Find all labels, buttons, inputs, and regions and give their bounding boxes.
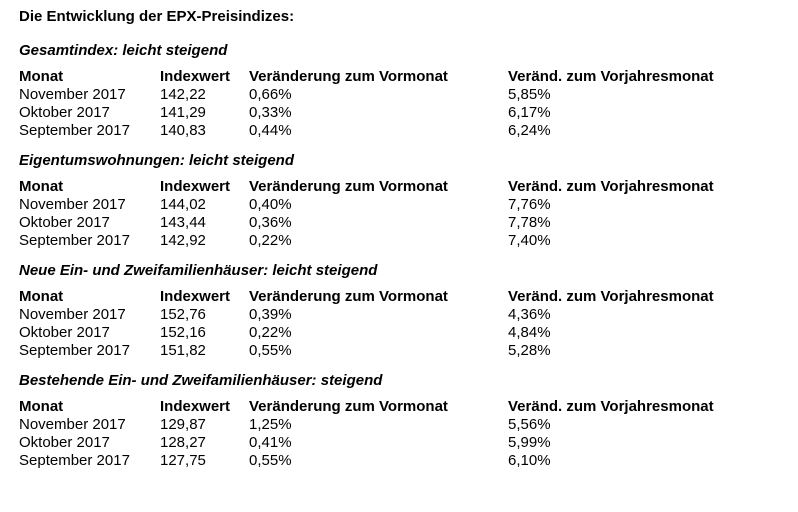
cell-vorjahr: 6,24% — [508, 122, 551, 139]
cell-vorjahr: 7,76% — [508, 196, 551, 213]
cell-monat: September 2017 — [19, 232, 130, 249]
cell-vormonat: 0,55% — [249, 342, 292, 359]
index-section-gesamtindex — [19, 42, 789, 140]
table-header-row — [19, 398, 748, 416]
cell-vormonat: 0,40% — [249, 196, 292, 213]
cell-vormonat: 0,22% — [249, 324, 292, 341]
table-row — [19, 306, 748, 324]
table-row — [19, 214, 748, 232]
cell-monat: Oktober 2017 — [19, 324, 110, 341]
table-row — [19, 324, 748, 342]
cell-vorjahr: 7,78% — [508, 214, 551, 231]
cell-monat: November 2017 — [19, 306, 126, 323]
section-heading: Gesamtindex: leicht steigend — [19, 42, 228, 59]
column-header-vormonat: Veränderung zum Vormonat — [249, 178, 448, 195]
cell-indexwert: 152,16 — [160, 324, 206, 341]
column-header-indexwert: Indexwert — [160, 68, 231, 85]
index-section-eigentumswohnungen — [19, 152, 789, 250]
cell-vorjahr: 7,40% — [508, 232, 551, 249]
cell-monat: November 2017 — [19, 86, 126, 103]
cell-vorjahr: 5,28% — [508, 342, 551, 359]
cell-indexwert: 144,02 — [160, 196, 206, 213]
cell-monat: November 2017 — [19, 196, 126, 213]
table-header-row — [19, 68, 748, 86]
cell-vormonat: 0,39% — [249, 306, 292, 323]
section-heading: Neue Ein- und Zweifamilienhäuser: leicht steigend — [19, 262, 378, 279]
cell-indexwert: 140,83 — [160, 122, 206, 139]
section-heading: Bestehende Ein- und Zweifamilienhäuser: steigend — [19, 372, 383, 389]
cell-vorjahr: 5,99% — [508, 434, 551, 451]
column-header-indexwert: Indexwert — [160, 178, 231, 195]
table-row — [19, 122, 748, 140]
cell-vorjahr: 4,36% — [508, 306, 551, 323]
cell-indexwert: 141,29 — [160, 104, 206, 121]
cell-vorjahr: 6,17% — [508, 104, 551, 121]
column-header-vorjahr: Veränd. zum Vorjahresmonat — [508, 68, 714, 85]
cell-vormonat: 0,36% — [249, 214, 292, 231]
cell-vormonat: 0,66% — [249, 86, 292, 103]
cell-monat: September 2017 — [19, 452, 130, 469]
cell-indexwert: 151,82 — [160, 342, 206, 359]
document-title: Die Entwicklung der EPX-Preisindizes: — [19, 8, 295, 25]
cell-vorjahr: 6,10% — [508, 452, 551, 469]
cell-indexwert: 143,44 — [160, 214, 206, 231]
table-row — [19, 342, 748, 360]
cell-indexwert: 129,87 — [160, 416, 206, 433]
cell-indexwert: 127,75 — [160, 452, 206, 469]
cell-monat: Oktober 2017 — [19, 434, 110, 451]
cell-vorjahr: 5,85% — [508, 86, 551, 103]
column-header-vormonat: Veränderung zum Vormonat — [249, 68, 448, 85]
cell-vormonat: 0,33% — [249, 104, 292, 121]
section-heading: Eigentumswohnungen: leicht steigend — [19, 152, 295, 169]
column-header-vorjahr: Veränd. zum Vorjahresmonat — [508, 288, 714, 305]
cell-monat: November 2017 — [19, 416, 126, 433]
table-row — [19, 434, 748, 452]
table-row — [19, 196, 748, 214]
index-table — [19, 288, 748, 360]
cell-vormonat: 0,22% — [249, 232, 292, 249]
table-header-row — [19, 178, 748, 196]
index-section-bestehende-haeuser — [19, 372, 789, 470]
index-table — [19, 178, 748, 250]
column-header-vormonat: Veränderung zum Vormonat — [249, 288, 448, 305]
table-row — [19, 452, 748, 470]
cell-vormonat: 0,55% — [249, 452, 292, 469]
cell-vorjahr: 4,84% — [508, 324, 551, 341]
cell-vormonat: 1,25% — [249, 416, 292, 433]
column-header-indexwert: Indexwert — [160, 398, 231, 415]
document — [19, 8, 789, 482]
column-header-monat: Monat — [19, 398, 64, 415]
column-header-monat: Monat — [19, 178, 64, 195]
index-table — [19, 68, 748, 140]
column-header-monat: Monat — [19, 68, 64, 85]
column-header-indexwert: Indexwert — [160, 288, 231, 305]
cell-monat: Oktober 2017 — [19, 104, 110, 121]
cell-indexwert: 128,27 — [160, 434, 206, 451]
column-header-vormonat: Veränderung zum Vormonat — [249, 398, 448, 415]
table-row — [19, 86, 748, 104]
table-row — [19, 416, 748, 434]
cell-vormonat: 0,44% — [249, 122, 292, 139]
cell-monat: Oktober 2017 — [19, 214, 110, 231]
column-header-monat: Monat — [19, 288, 64, 305]
cell-monat: September 2017 — [19, 342, 130, 359]
table-header-row — [19, 288, 748, 306]
cell-monat: September 2017 — [19, 122, 130, 139]
index-table — [19, 398, 748, 470]
table-row — [19, 104, 748, 122]
cell-indexwert: 142,92 — [160, 232, 206, 249]
cell-indexwert: 142,22 — [160, 86, 206, 103]
cell-vorjahr: 5,56% — [508, 416, 551, 433]
cell-indexwert: 152,76 — [160, 306, 206, 323]
table-row — [19, 232, 748, 250]
column-header-vorjahr: Veränd. zum Vorjahresmonat — [508, 178, 714, 195]
index-section-neue-haeuser — [19, 262, 789, 360]
column-header-vorjahr: Veränd. zum Vorjahresmonat — [508, 398, 714, 415]
cell-vormonat: 0,41% — [249, 434, 292, 451]
